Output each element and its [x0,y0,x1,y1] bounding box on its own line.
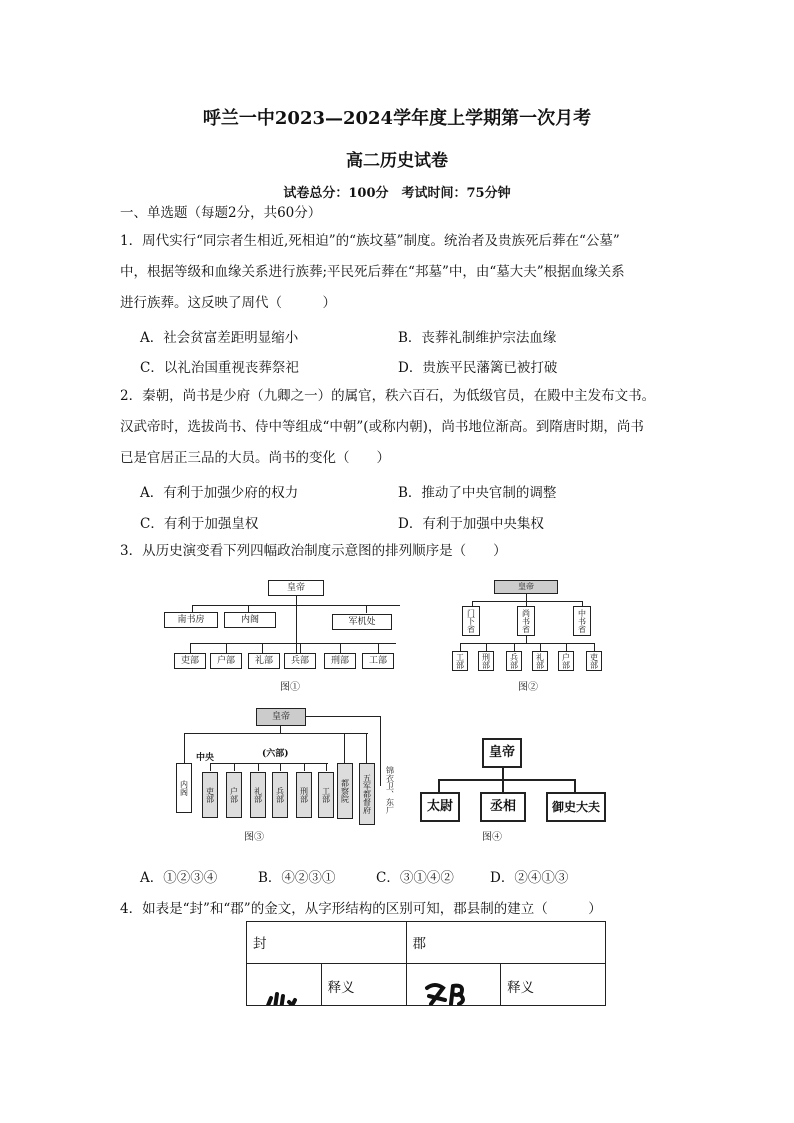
question-2-line: 2．秦朝，尚书是少府（九卿之一）的属官，秩六百石，为低级官员，在殿中主发布文书。 [120,388,656,404]
fig1-emperor: 皇帝 [268,580,324,596]
fig3-dept: 兵部 [272,772,288,818]
q3-option-b[interactable]: B．④②③① [258,870,336,886]
fig3-emperor: 皇帝 [256,708,306,726]
fig1-dept: 户部 [210,653,242,669]
fig4-caption: 图④ [482,832,502,843]
fig2-chancellery: 门下省 [462,606,480,636]
fig1-grand-council: 军机处 [332,614,392,630]
fig2-emperor: 皇帝 [494,580,558,594]
fig4-chancellor: 丞相 [480,792,526,822]
figure-3 [170,706,410,846]
table-label-jun: 释义 [501,964,606,1006]
fig1-cabinet: 内阁 [224,612,276,628]
fig3-six: (六部) [262,749,289,759]
question-3: 3．从历史演变看下列四幅政治制度示意图的排列顺序是（ ） [120,543,507,559]
fig3-central: 中央 [196,753,215,763]
fig3-dept: 户部 [226,772,242,818]
fig2-dept: 礼部 [532,651,548,671]
table-header-jun: 郡 [406,922,605,964]
fig1-dept: 礼部 [248,653,280,669]
fig2-dept: 工部 [452,651,468,671]
fig2-dept: 户部 [558,651,574,671]
question-1-line: 进行族葬。这反映了周代（ ） [120,295,336,311]
fig2-secretariat: 尚书省 [517,606,535,636]
fig2-caption: 图② [518,682,538,693]
q3-option-c[interactable]: C．③①④② [376,870,454,886]
q1-option-b[interactable]: B．丧葬礼制维护宗法血缘 [398,330,557,346]
fig1-dept: 吏部 [174,653,206,669]
fig3-caption: 图③ [244,832,264,843]
fig1-dept: 工部 [362,653,394,669]
fig1-dept: 兵部 [284,653,316,669]
fig3-censorate: 都察院 [337,763,353,819]
figure-4 [418,736,608,846]
jun-glyph-cell [406,964,501,1006]
fig3-dept: 工部 [318,772,334,818]
fig3-dept: 刑部 [296,772,312,818]
figure-1 [160,578,400,698]
exam-info: 试卷总分：100分 考试时间：75分钟 [283,186,511,201]
fig3-military-office: 五军都督府 [359,763,375,825]
fig4-taiwei: 太尉 [420,792,460,822]
q2-option-a[interactable]: A．有利于加强少府的权力 [140,485,299,501]
section-heading: 一、单选题（每题2分，共60分） [120,205,322,221]
fig3-dept: 吏部 [202,772,218,818]
fig2-dept: 兵部 [506,651,522,671]
q1-option-a[interactable]: A．社会贫富差距明显缩小 [140,330,299,346]
q2-option-c[interactable]: C．有利于加强皇权 [140,516,259,532]
figure-2 [448,578,608,698]
table-header-feng: 封 [247,922,407,964]
question-1-line: 1．周代实行“同宗者生相近,死相迫”的“族坟墓”制度。统治者及贵族死后葬在“公墓” [120,233,620,249]
question-1 [120,226,690,319]
question-2-line: 已是官居正三品的大员。尚书的变化（ ） [120,450,390,466]
table-label-feng: 释义 [321,964,406,1006]
fig2-dept: 刑部 [478,651,494,671]
fig1-dept: 刑部 [324,653,356,669]
q1-option-d[interactable]: D．贵族平民藩篱已被打破 [398,360,558,376]
exam-title: 呼兰一中2023—2024学年度上学期第一次月考 [202,108,592,129]
question-2 [120,381,690,474]
fig2-dept: 吏部 [586,651,602,671]
feng-bronze-glyph [261,982,321,1006]
q3-option-d[interactable]: D．②④①③ [490,870,569,886]
fig1-caption: 图① [280,682,300,693]
fig2-grand-secretariat: 中书省 [573,606,591,636]
fig3-dept: 礼部 [250,772,266,818]
question-1-line: 中，根据等级和血缘关系进行族葬;平民死后葬在“邦墓”中，由“墓大夫”根据血缘关系 [120,264,625,280]
q3-option-a[interactable]: A．①②③④ [140,870,218,886]
feng-glyph-cell [247,964,322,1006]
exam-subtitle: 高二历史试卷 [346,151,448,171]
fig3-guards: 锦衣卫、东厂 [385,766,395,814]
fig4-emperor: 皇帝 [482,738,522,768]
question-2-line: 汉武帝时，选拔尚书、侍中等组成“中朝”(或称内朝)，尚书地位渐高。到隋唐时期，尚书 [120,419,644,435]
jun-bronze-glyph [421,978,501,1006]
fig4-censor: 御史大夫 [546,792,606,822]
fig3-cabinet: 内阁 [176,763,192,813]
question-4: 4．如表是“封”和“郡”的金文，从字形结构的区别可知，郡县制的建立（ ） [120,901,602,917]
character-table [246,921,606,1006]
fig1-south-study: 南书房 [164,612,218,628]
q2-option-b[interactable]: B．推动了中央官制的调整 [398,485,557,501]
q1-option-c[interactable]: C．以礼治国重视丧葬祭祀 [140,360,299,376]
q2-option-d[interactable]: D．有利于加强中央集权 [398,516,544,532]
